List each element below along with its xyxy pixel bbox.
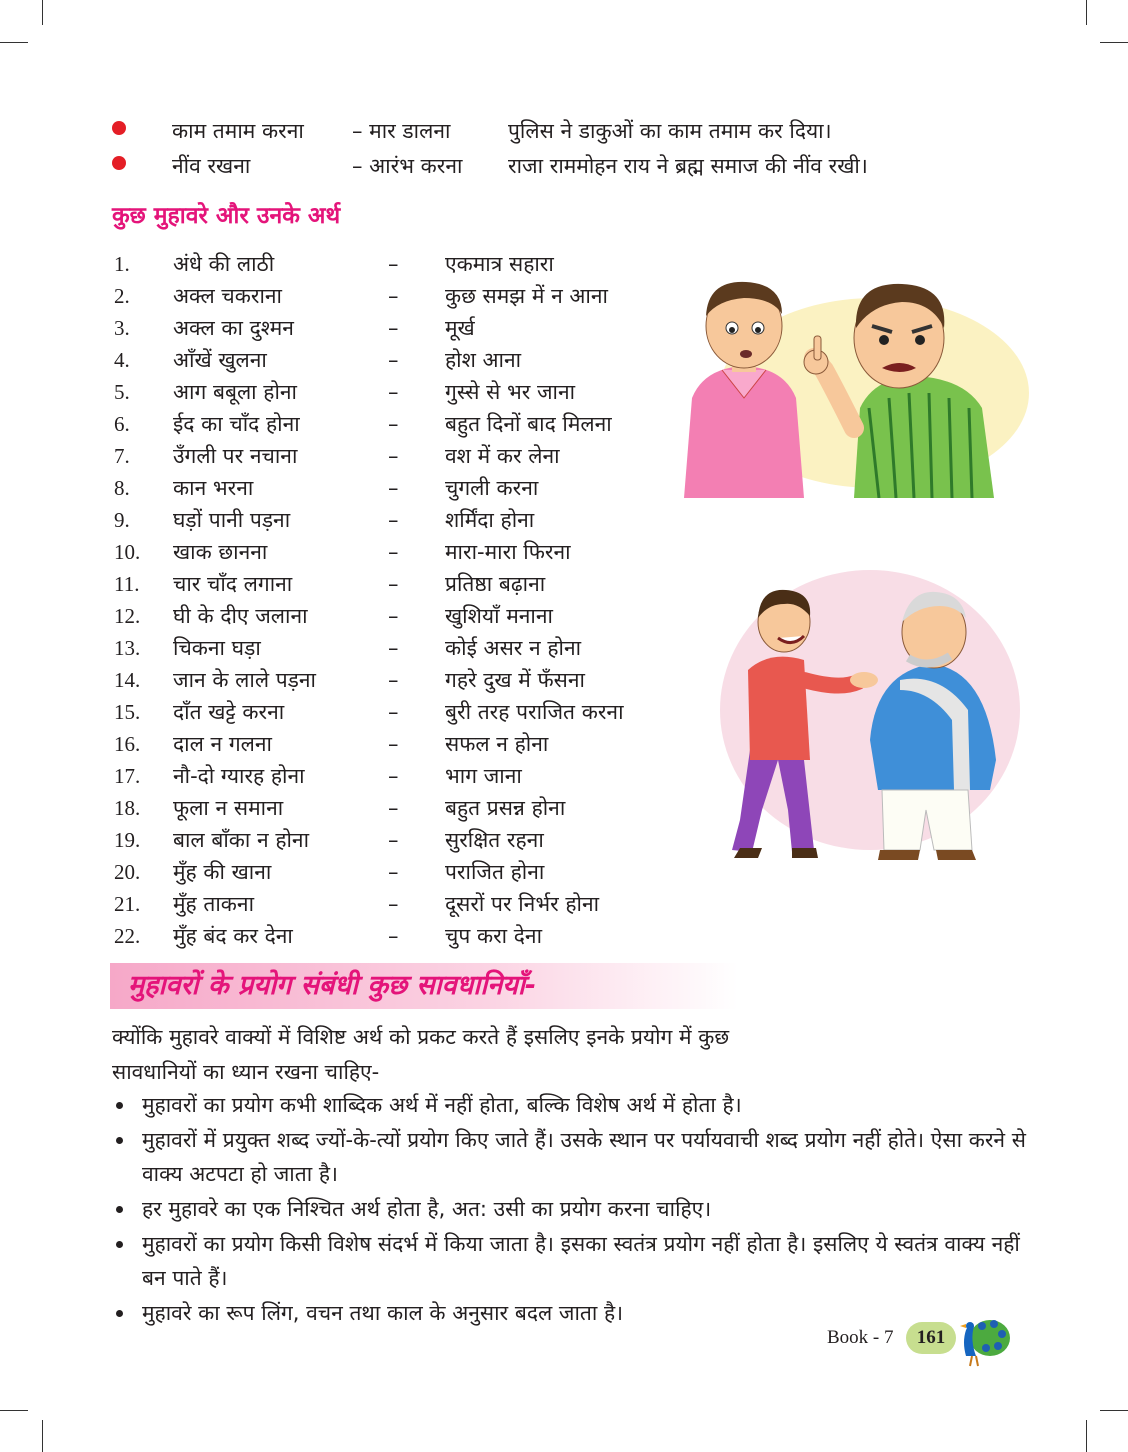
- idiom-dash: –: [388, 636, 399, 660]
- idiom-meaning: बहुत दिनों बाद मिलना: [445, 412, 612, 436]
- idiom-meaning: प्रतिष्ठा बढ़ाना: [445, 572, 546, 596]
- idiom-dash: –: [388, 828, 399, 852]
- idiom-meaning: सुरक्षित रहना: [445, 828, 544, 852]
- idiom-number: 10.: [114, 540, 141, 564]
- idiom-dash: –: [388, 412, 399, 436]
- idiom-meaning: बहुत प्रसन्न होना: [445, 796, 566, 820]
- idiom-text: कान भरना: [173, 476, 254, 500]
- example-idiom: काम तमाम करना: [172, 119, 304, 143]
- idiom-text: मुँह ताकना: [173, 892, 255, 916]
- idiom-meaning: मूर्ख: [445, 316, 475, 340]
- bullet-dot-icon: [116, 1241, 123, 1248]
- idiom-meaning: चुगली करना: [445, 476, 539, 500]
- idiom-text: फूला न समाना: [173, 796, 284, 820]
- idiom-text: घी के दीए जलाना: [173, 604, 308, 628]
- idiom-number: 5.: [114, 380, 130, 404]
- book-label: Book - 7: [827, 1327, 894, 1348]
- idiom-text: मुँह की खाना: [173, 860, 272, 884]
- caution-intro: [112, 1020, 992, 1090]
- idiom-meaning: चुप करा देना: [445, 924, 543, 948]
- idiom-number: 18.: [114, 796, 141, 820]
- idiom-text: खाक छानना: [173, 540, 268, 564]
- idiom-number: 11.: [114, 572, 140, 596]
- idiom-number: 12.: [114, 604, 141, 628]
- idiom-number: 3.: [114, 316, 130, 340]
- bullet-dot-icon: [116, 1206, 123, 1213]
- example-sentence: पुलिस ने डाकुओं का काम तमाम कर दिया।: [508, 119, 832, 143]
- example-meaning: – आरंभ करना: [352, 154, 463, 178]
- idiom-meaning: गुस्से से भर जाना: [445, 380, 576, 404]
- example-row: [112, 116, 1072, 151]
- crop-mark: [42, 1420, 43, 1452]
- example-idiom: नींव रखना: [172, 154, 251, 178]
- caution-point-text: हर मुहावरे का एक निश्चित अर्थ होता है, अत: उसी का प्रयोग करना चाहिए।: [142, 1197, 712, 1221]
- idiom-text: जान के लाले पड़ना: [173, 668, 317, 692]
- idiom-text: दाल न गलना: [173, 732, 272, 756]
- idiom-dash: –: [388, 892, 399, 916]
- idiom-text: अक्ल का दुश्मन: [173, 316, 294, 340]
- idiom-text: चार चाँद लगाना: [173, 572, 293, 596]
- page-number: 161: [906, 1322, 956, 1354]
- idiom-number: 7.: [114, 444, 130, 468]
- idiom-dash: –: [388, 348, 399, 372]
- idiom-number: 1.: [114, 252, 130, 276]
- bullet-dot-icon: [116, 1137, 123, 1144]
- idiom-dash: –: [388, 316, 399, 340]
- idiom-dash: –: [388, 380, 399, 404]
- caution-point-text: मुहावरों का प्रयोग कभी शाब्दिक अर्थ में नहीं होता, बल्कि विशेष अर्थ में होता है।: [142, 1093, 742, 1117]
- crop-mark: [42, 0, 43, 25]
- idiom-text: उँगली पर नचाना: [173, 444, 298, 468]
- idiom-dash: –: [388, 572, 399, 596]
- idiom-meaning: कुछ समझ में न आना: [445, 284, 608, 308]
- idiom-meaning: होश आना: [445, 348, 522, 372]
- bullet-dot-icon: [116, 1102, 123, 1109]
- bullet-dot-icon: [116, 1310, 123, 1317]
- idiom-number: 17.: [114, 764, 141, 788]
- idiom-meaning: गहरे दुख में फँसना: [445, 668, 585, 692]
- idiom-dash: –: [388, 508, 399, 532]
- idiom-text: ईद का चाँद होना: [173, 412, 300, 436]
- idiom-text: बाल बाँका न होना: [173, 828, 310, 852]
- idiom-meaning: शर्मिंदा होना: [445, 508, 535, 532]
- caution-point: [112, 1296, 1042, 1330]
- peacock-icon: [952, 1312, 1012, 1368]
- idiom-number: 16.: [114, 732, 141, 756]
- crop-mark: [1086, 0, 1087, 25]
- idiom-meaning: सफल न होना: [445, 732, 549, 756]
- idiom-dash: –: [388, 924, 399, 948]
- idiom-dash: –: [388, 284, 399, 308]
- idiom-number: 6.: [114, 412, 130, 436]
- idiom-meaning: पराजित होना: [445, 860, 545, 884]
- caution-point-text: मुहावरों में प्रयुक्त शब्द ज्यों-के-त्यों प्रयोग किए जाते हैं। उसके स्थान पर पर्यायवाची शब्द प्रयोग नहीं होते। ऐसा करने से वाक्य अटपटा हो जाता है।: [142, 1128, 1026, 1186]
- example-list: [112, 116, 1072, 186]
- caution-points: [112, 1088, 1042, 1331]
- idiom-text: अंधे की लाठी: [173, 252, 275, 276]
- idiom-number: 4.: [114, 348, 130, 372]
- caution-point: [112, 1192, 1042, 1226]
- example-sentence: राजा राममोहन राय ने ब्रह्म समाज की नींव रखी।: [508, 154, 868, 178]
- idiom-dash: –: [388, 252, 399, 276]
- crop-mark: [0, 42, 28, 43]
- idiom-dash: –: [388, 444, 399, 468]
- idiom-dash: –: [388, 604, 399, 628]
- idiom-dash: –: [388, 540, 399, 564]
- idiom-meaning: भाग जाना: [445, 764, 522, 788]
- boy-and-elder-illustration: [700, 560, 1030, 870]
- idiom-number: 2.: [114, 284, 130, 308]
- idiom-number: 14.: [114, 668, 141, 692]
- idiom-text: मुँह बंद कर देना: [173, 924, 293, 948]
- bullet-dot-icon: [112, 156, 126, 170]
- idiom-number: 21.: [114, 892, 141, 916]
- idiom-text: नौ-दो ग्यारह होना: [173, 764, 305, 788]
- idiom-number: 13.: [114, 636, 141, 660]
- crop-mark: [1100, 42, 1128, 43]
- idiom-meaning: बुरी तरह पराजित करना: [445, 700, 624, 724]
- idiom-text: दाँत खट्टे करना: [173, 700, 285, 724]
- idiom-meaning: वश में कर लेना: [445, 444, 560, 468]
- idiom-dash: –: [388, 796, 399, 820]
- caution-intro-line: सावधानियों का ध्यान रखना चाहिए-: [112, 1060, 380, 1084]
- caution-intro-line: क्योंकि मुहावरे वाक्यों में विशिष्ट अर्थ को प्रकट करते हैं इसलिए इनके प्रयोग में कुछ: [112, 1025, 730, 1049]
- caution-title: मुहावरों के प्रयोग संबंधी कुछ सावधानियाँ-: [128, 970, 537, 1001]
- idiom-text: अक्ल चकराना: [173, 284, 282, 308]
- idiom-text: चिकना घड़ा: [173, 636, 261, 660]
- idiom-number: 19.: [114, 828, 141, 852]
- idiom-dash: –: [388, 700, 399, 724]
- idiom-dash: –: [388, 732, 399, 756]
- example-row: [112, 151, 1072, 186]
- crop-mark: [1100, 1410, 1128, 1411]
- idiom-number: 20.: [114, 860, 141, 884]
- arguing-boys-illustration: [664, 258, 1034, 498]
- idiom-text: आग बबूला होना: [173, 380, 297, 404]
- idiom-text: घड़ों पानी पड़ना: [173, 508, 291, 532]
- idiom-number: 22.: [114, 924, 141, 948]
- caution-point-text: मुहावरे का रूप लिंग, वचन तथा काल के अनुसार बदल जाता है।: [142, 1301, 624, 1325]
- idiom-meaning: खुशियाँ मनाना: [445, 604, 553, 628]
- example-meaning: – मार डालना: [352, 119, 451, 143]
- idiom-dash: –: [388, 764, 399, 788]
- idiom-meaning: कोई असर न होना: [445, 636, 582, 660]
- crop-mark: [0, 1410, 28, 1411]
- idiom-text: आँखें खुलना: [173, 348, 267, 372]
- section-heading: कुछ मुहावरे और उनके अर्थ: [112, 203, 341, 229]
- caution-point: [112, 1227, 1042, 1295]
- caution-point: [112, 1088, 1042, 1122]
- idiom-meaning: एकमात्र सहारा: [445, 252, 554, 276]
- idiom-number: 8.: [114, 476, 130, 500]
- idiom-dash: –: [388, 476, 399, 500]
- idiom-dash: –: [388, 668, 399, 692]
- idiom-meaning: दूसरों पर निर्भर होना: [445, 892, 600, 916]
- bullet-dot-icon: [112, 121, 126, 135]
- caution-point-text: मुहावरों का प्रयोग किसी विशेष संदर्भ में किया जाता है। इसका स्वतंत्र प्रयोग नहीं होता है। इसलिए ये स्वतंत्र वाक्य नहीं बन पाते हैं।: [142, 1232, 1020, 1290]
- idiom-number: 9.: [114, 508, 130, 532]
- crop-mark: [1086, 1420, 1087, 1452]
- idiom-number: 15.: [114, 700, 141, 724]
- idiom-meaning: मारा-मारा फिरना: [445, 540, 571, 564]
- caution-point: [112, 1123, 1042, 1191]
- idiom-dash: –: [388, 860, 399, 884]
